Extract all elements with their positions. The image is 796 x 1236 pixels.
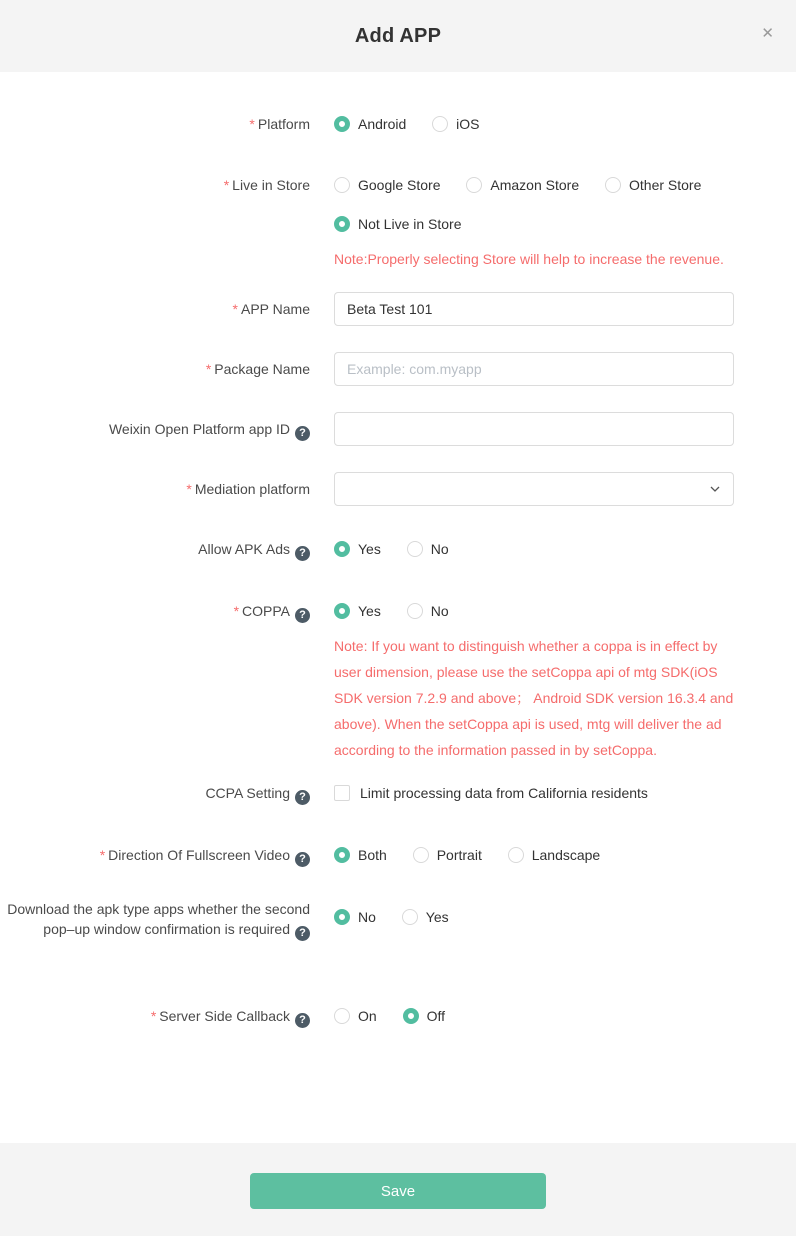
help-icon[interactable]: ? bbox=[295, 608, 310, 623]
radio-dot bbox=[334, 603, 350, 619]
radio-apk-confirm-yes[interactable] bbox=[402, 907, 449, 927]
fullscreen-direction-label: * Direction Of Fullscreen Video ? bbox=[0, 845, 310, 867]
radio-dot bbox=[432, 116, 448, 132]
help-icon[interactable]: ? bbox=[295, 546, 310, 561]
radio-label: iOS bbox=[456, 116, 480, 132]
required-marker: * bbox=[186, 481, 192, 497]
package-name-label: * Package Name bbox=[205, 361, 310, 377]
dialog-header bbox=[0, 0, 796, 72]
radio-dot bbox=[466, 177, 482, 193]
radio-label: Google Store bbox=[358, 177, 441, 193]
row-mediation-platform bbox=[0, 472, 796, 506]
mediation-platform-select[interactable] bbox=[334, 472, 734, 506]
help-icon[interactable]: ? bbox=[295, 926, 310, 941]
radio-label: Landscape bbox=[531, 847, 601, 863]
radio-label: Amazon Store bbox=[490, 177, 580, 193]
row-app-name bbox=[0, 292, 796, 326]
row-live-in-store bbox=[0, 175, 796, 272]
radio-dot bbox=[334, 909, 350, 925]
radio-dot bbox=[407, 603, 423, 619]
radio-dot bbox=[402, 909, 418, 925]
radio-dot bbox=[413, 847, 429, 863]
radio-callback-on[interactable] bbox=[334, 1006, 377, 1026]
weixin-app-id-label: Weixin Open Platform app ID ? bbox=[0, 412, 310, 441]
radio-dot bbox=[334, 216, 350, 232]
ccpa-checkbox[interactable] bbox=[334, 783, 648, 803]
required-marker: * bbox=[150, 1008, 157, 1024]
radio-allow-apk-yes[interactable] bbox=[334, 539, 381, 559]
row-platform bbox=[0, 114, 796, 135]
radio-label: Portrait bbox=[436, 847, 482, 863]
radio-direction-both[interactable] bbox=[334, 845, 387, 865]
radio-label: Yes bbox=[358, 541, 381, 557]
help-icon[interactable]: ? bbox=[295, 852, 310, 867]
help-icon[interactable]: ? bbox=[295, 790, 310, 805]
radio-label: Yes bbox=[358, 603, 381, 619]
radio-direction-landscape[interactable] bbox=[508, 845, 601, 865]
radio-dot bbox=[334, 1008, 350, 1024]
radio-dot bbox=[334, 116, 350, 132]
row-ccpa-setting bbox=[0, 783, 796, 805]
radio-label: No bbox=[430, 603, 449, 619]
radio-dot bbox=[407, 541, 423, 557]
chevron-down-icon bbox=[709, 483, 721, 495]
radio-coppa-no[interactable] bbox=[407, 601, 449, 621]
radio-label: Off bbox=[426, 1008, 445, 1024]
ccpa-setting-label: CCPA Setting ? bbox=[0, 783, 310, 805]
help-icon[interactable]: ? bbox=[295, 1013, 310, 1028]
radio-label: Not Live in Store bbox=[358, 216, 462, 232]
checkbox-box bbox=[334, 785, 350, 801]
radio-label: Yes bbox=[425, 909, 449, 925]
radio-callback-off[interactable] bbox=[403, 1006, 445, 1026]
required-marker: * bbox=[232, 301, 238, 317]
server-side-callback-label: * Server Side Callback ? bbox=[0, 1006, 310, 1028]
help-icon[interactable]: ? bbox=[295, 426, 310, 441]
app-name-input[interactable] bbox=[334, 292, 734, 326]
platform-label: * Platform bbox=[249, 116, 310, 132]
radio-dot bbox=[334, 541, 350, 557]
radio-dot bbox=[334, 847, 350, 863]
close-icon[interactable]: ✕ bbox=[761, 25, 774, 42]
row-server-side-callback bbox=[0, 1006, 796, 1028]
coppa-label: * COPPA ? bbox=[0, 601, 310, 623]
radio-label: No bbox=[358, 909, 376, 925]
allow-apk-ads-label: Allow APK Ads ? bbox=[0, 539, 310, 561]
radio-label: Android bbox=[358, 116, 407, 132]
radio-label: On bbox=[358, 1008, 377, 1024]
weixin-app-id-input[interactable] bbox=[334, 412, 734, 446]
row-coppa bbox=[0, 601, 796, 763]
save-button[interactable]: Save bbox=[250, 1173, 546, 1209]
radio-google-store[interactable] bbox=[334, 175, 441, 195]
radio-dot bbox=[403, 1008, 419, 1024]
required-marker: * bbox=[205, 361, 212, 377]
radio-label: No bbox=[430, 541, 449, 557]
required-marker: * bbox=[233, 603, 240, 619]
row-allow-apk-ads bbox=[0, 539, 796, 561]
row-package-name bbox=[0, 352, 796, 386]
live-in-store-label: * Live in Store bbox=[223, 177, 310, 193]
app-name-label: * APP Name bbox=[232, 301, 310, 317]
required-marker: * bbox=[249, 116, 255, 132]
radio-dot bbox=[605, 177, 621, 193]
radio-allow-apk-no[interactable] bbox=[407, 539, 449, 559]
apk-download-confirm-label: Download the apk type apps whether the second pop–up window confirmation is required ? bbox=[7, 901, 310, 939]
radio-amazon-store[interactable] bbox=[466, 175, 579, 195]
required-marker: * bbox=[99, 847, 106, 863]
row-apk-download-confirm bbox=[0, 899, 796, 941]
package-name-input[interactable] bbox=[334, 352, 734, 386]
radio-label: Other Store bbox=[629, 177, 702, 193]
radio-dot bbox=[334, 177, 350, 193]
row-fullscreen-direction bbox=[0, 845, 796, 867]
store-note-text: Note:Properly selecting Store will help to increase the revenue. bbox=[334, 251, 724, 267]
add-app-form bbox=[0, 72, 796, 1028]
mediation-platform-label: * Mediation platform bbox=[186, 481, 310, 497]
radio-dot bbox=[508, 847, 524, 863]
radio-label: Both bbox=[358, 847, 387, 863]
radio-platform-ios[interactable] bbox=[432, 114, 479, 134]
radio-platform-android[interactable] bbox=[334, 114, 406, 134]
radio-not-live-in-store[interactable] bbox=[334, 214, 462, 234]
radio-coppa-yes[interactable] bbox=[334, 601, 381, 621]
page-title: Add APP bbox=[354, 24, 442, 47]
dialog-footer bbox=[0, 1143, 796, 1236]
coppa-note-text: Note: If you want to distinguish whether a coppa is in effect by user dimension, please use the setCoppa api of mtg SDK(iOS SDK version 7.2.9 and above； Android SDK version 16.3.4 and above). When the setCoppa api is used, mtg will deliver the ad according to the information passed in by setCoppa. bbox=[334, 638, 734, 758]
radio-other-store[interactable] bbox=[605, 175, 701, 195]
row-weixin-app-id bbox=[0, 412, 796, 446]
radio-direction-portrait[interactable] bbox=[413, 845, 482, 865]
radio-apk-confirm-no[interactable] bbox=[334, 907, 376, 927]
checkbox-label: Limit processing data from California residents bbox=[360, 785, 648, 801]
required-marker: * bbox=[223, 177, 230, 193]
